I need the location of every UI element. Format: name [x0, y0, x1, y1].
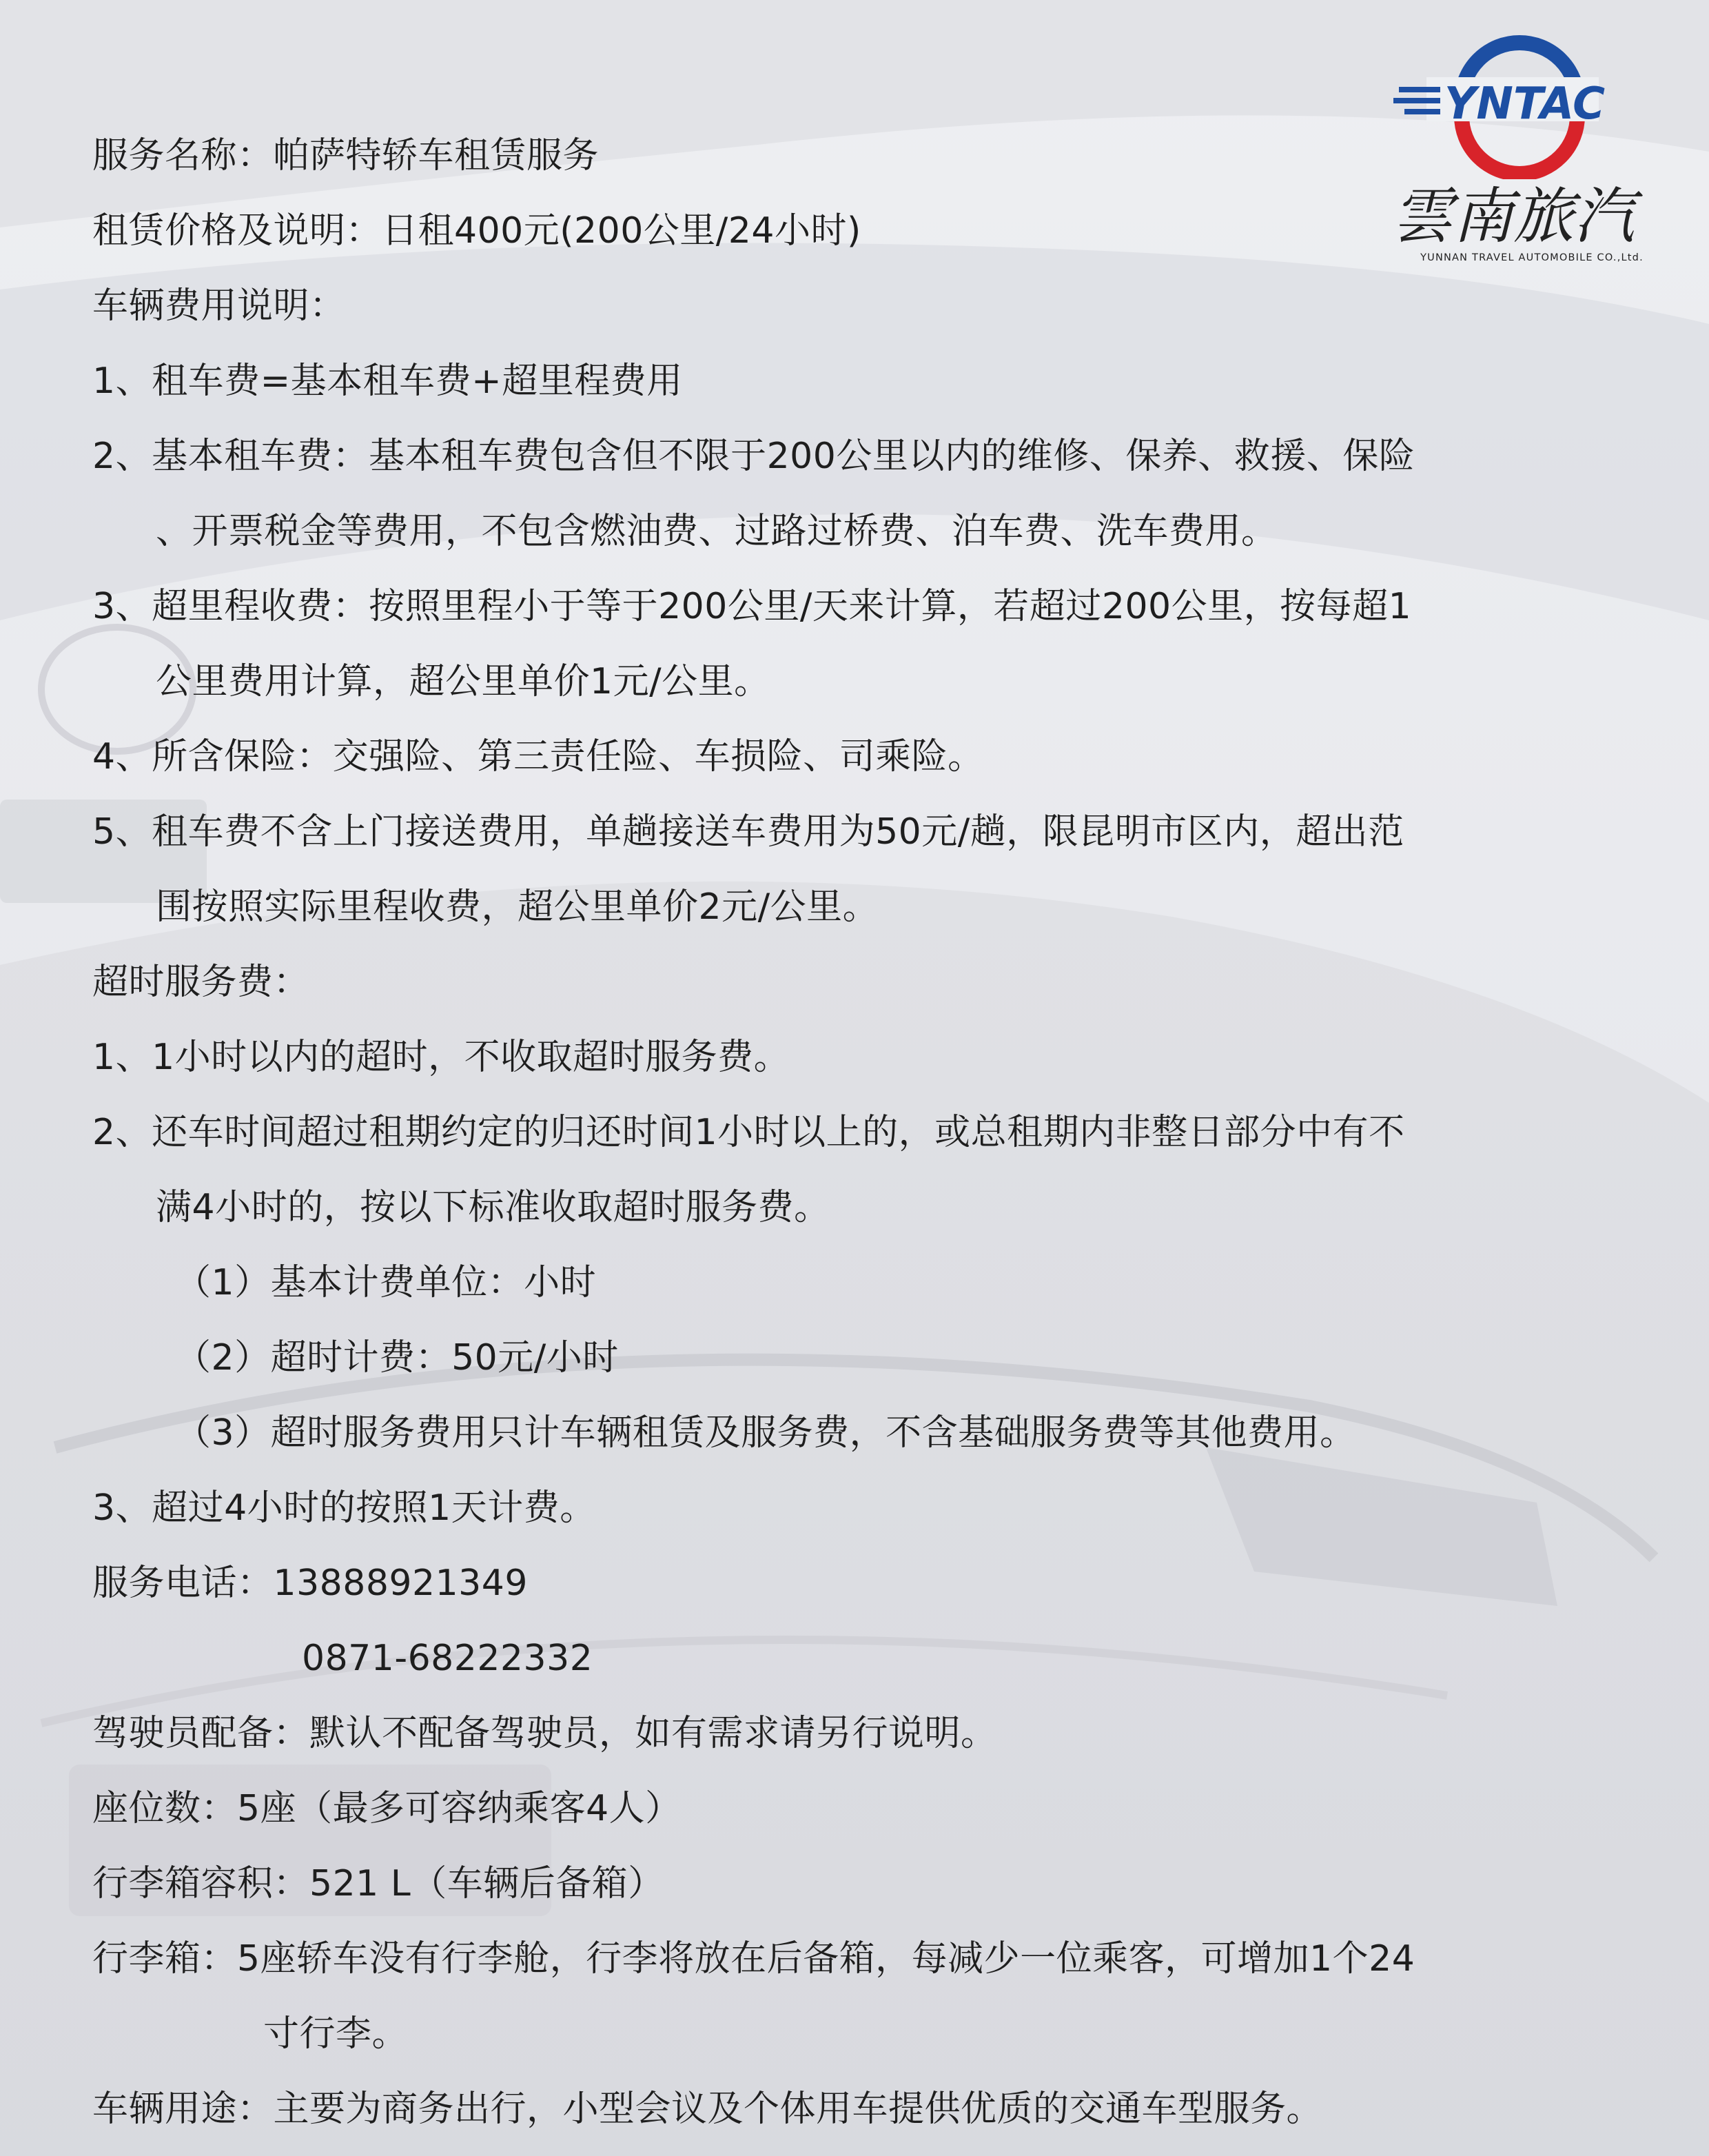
- driver-info: 驾驶员配备：默认不配备驾驶员，如有需求请另行说明。: [92, 1713, 997, 1754]
- fee-item-4: 4、所含保险：交强险、第三责任险、车损险、司乘险。: [92, 736, 984, 777]
- overtime-item-1: 1、1小时以内的超时，不收取超时服务费。: [92, 1037, 790, 1078]
- luggage-info-cont: 寸行李。: [263, 2013, 409, 2055]
- fee-heading: 车辆费用说明：: [92, 285, 346, 327]
- service-phone: 服务电话：13888921349: [92, 1563, 528, 1604]
- trunk-volume: 行李箱容积：521 L（车辆后备箱）: [92, 1863, 664, 1904]
- yntac-emblem-icon: [1385, 34, 1675, 179]
- overtime-item-3: 3、超过4小时的按照1天计费。: [92, 1487, 596, 1529]
- fee-item-5: 5、租车费不含上门接送费用，单趟接送车费用为50元/趟，限昆明市区内，超出范: [92, 811, 1404, 853]
- svg-text:YNTAC: YNTAC: [1444, 79, 1606, 130]
- fee-item-2-cont: 、开票税金等费用，不包含燃油费、过路过桥费、泊车费、洗车费用。: [156, 511, 1278, 552]
- overtime-heading: 超时服务费：: [92, 962, 310, 1003]
- company-logo: [1385, 34, 1675, 283]
- service-name: 服务名称：帕萨特轿车租赁服务: [92, 135, 600, 176]
- brand-subtitle: YUNNAN TRAVEL AUTOMOBILE CO.,Ltd.: [1420, 252, 1644, 263]
- svg-text:雲南旅汽: 雲南旅汽: [1392, 181, 1635, 252]
- luggage-info: 行李箱：5座轿车没有行李舱，行李将放在后备箱，每减少一位乘客，可增加1个24: [92, 1938, 1415, 1980]
- seat-count: 座位数：5座（最多可容纳乘客4人）: [92, 1788, 682, 1829]
- fee-item-3-cont: 公里费用计算，超公里单价1元/公里。: [156, 661, 770, 702]
- rental-description: [92, 119, 1709, 2147]
- fee-item-3: 3、超里程收费：按照里程小于等于200公里/天来计算，若超过200公里，按每超1: [92, 586, 1412, 627]
- rental-price: 租赁价格及说明：日租400元(200公里/24小时): [92, 210, 861, 252]
- service-phone-2: 0871-68222332: [302, 1638, 593, 1679]
- overtime-sub-2: （2）超时计费：50元/小时: [175, 1337, 619, 1379]
- vehicle-usage: 车辆用途：主要为商务出行，小型会议及个体用车提供优质的交通车型服务。: [92, 2088, 1323, 2130]
- fee-item-5-cont: 围按照实际里程收费，超公里单价2元/公里。: [156, 886, 879, 928]
- overtime-item-2: 2、还车时间超过租期约定的归还时间1小时以上的，或总租期内非整日部分中有不: [92, 1112, 1405, 1153]
- overtime-item-2-cont: 满4小时的，按以下标准收取超时服务费。: [156, 1187, 830, 1228]
- fee-item-1: 1、租车费=基本租车费+超里程费用: [92, 360, 683, 402]
- fee-item-2: 2、基本租车费：基本租车费包含但不限于200公里以内的维修、保养、救援、保险: [92, 436, 1415, 477]
- overtime-sub-1: （1）基本计费单位：小时: [175, 1262, 597, 1303]
- brand-calligraphy: [1392, 178, 1668, 281]
- overtime-sub-3: （3）超时服务费用只计车辆租赁及服务费，不含基础服务费等其他费用。: [175, 1412, 1356, 1454]
